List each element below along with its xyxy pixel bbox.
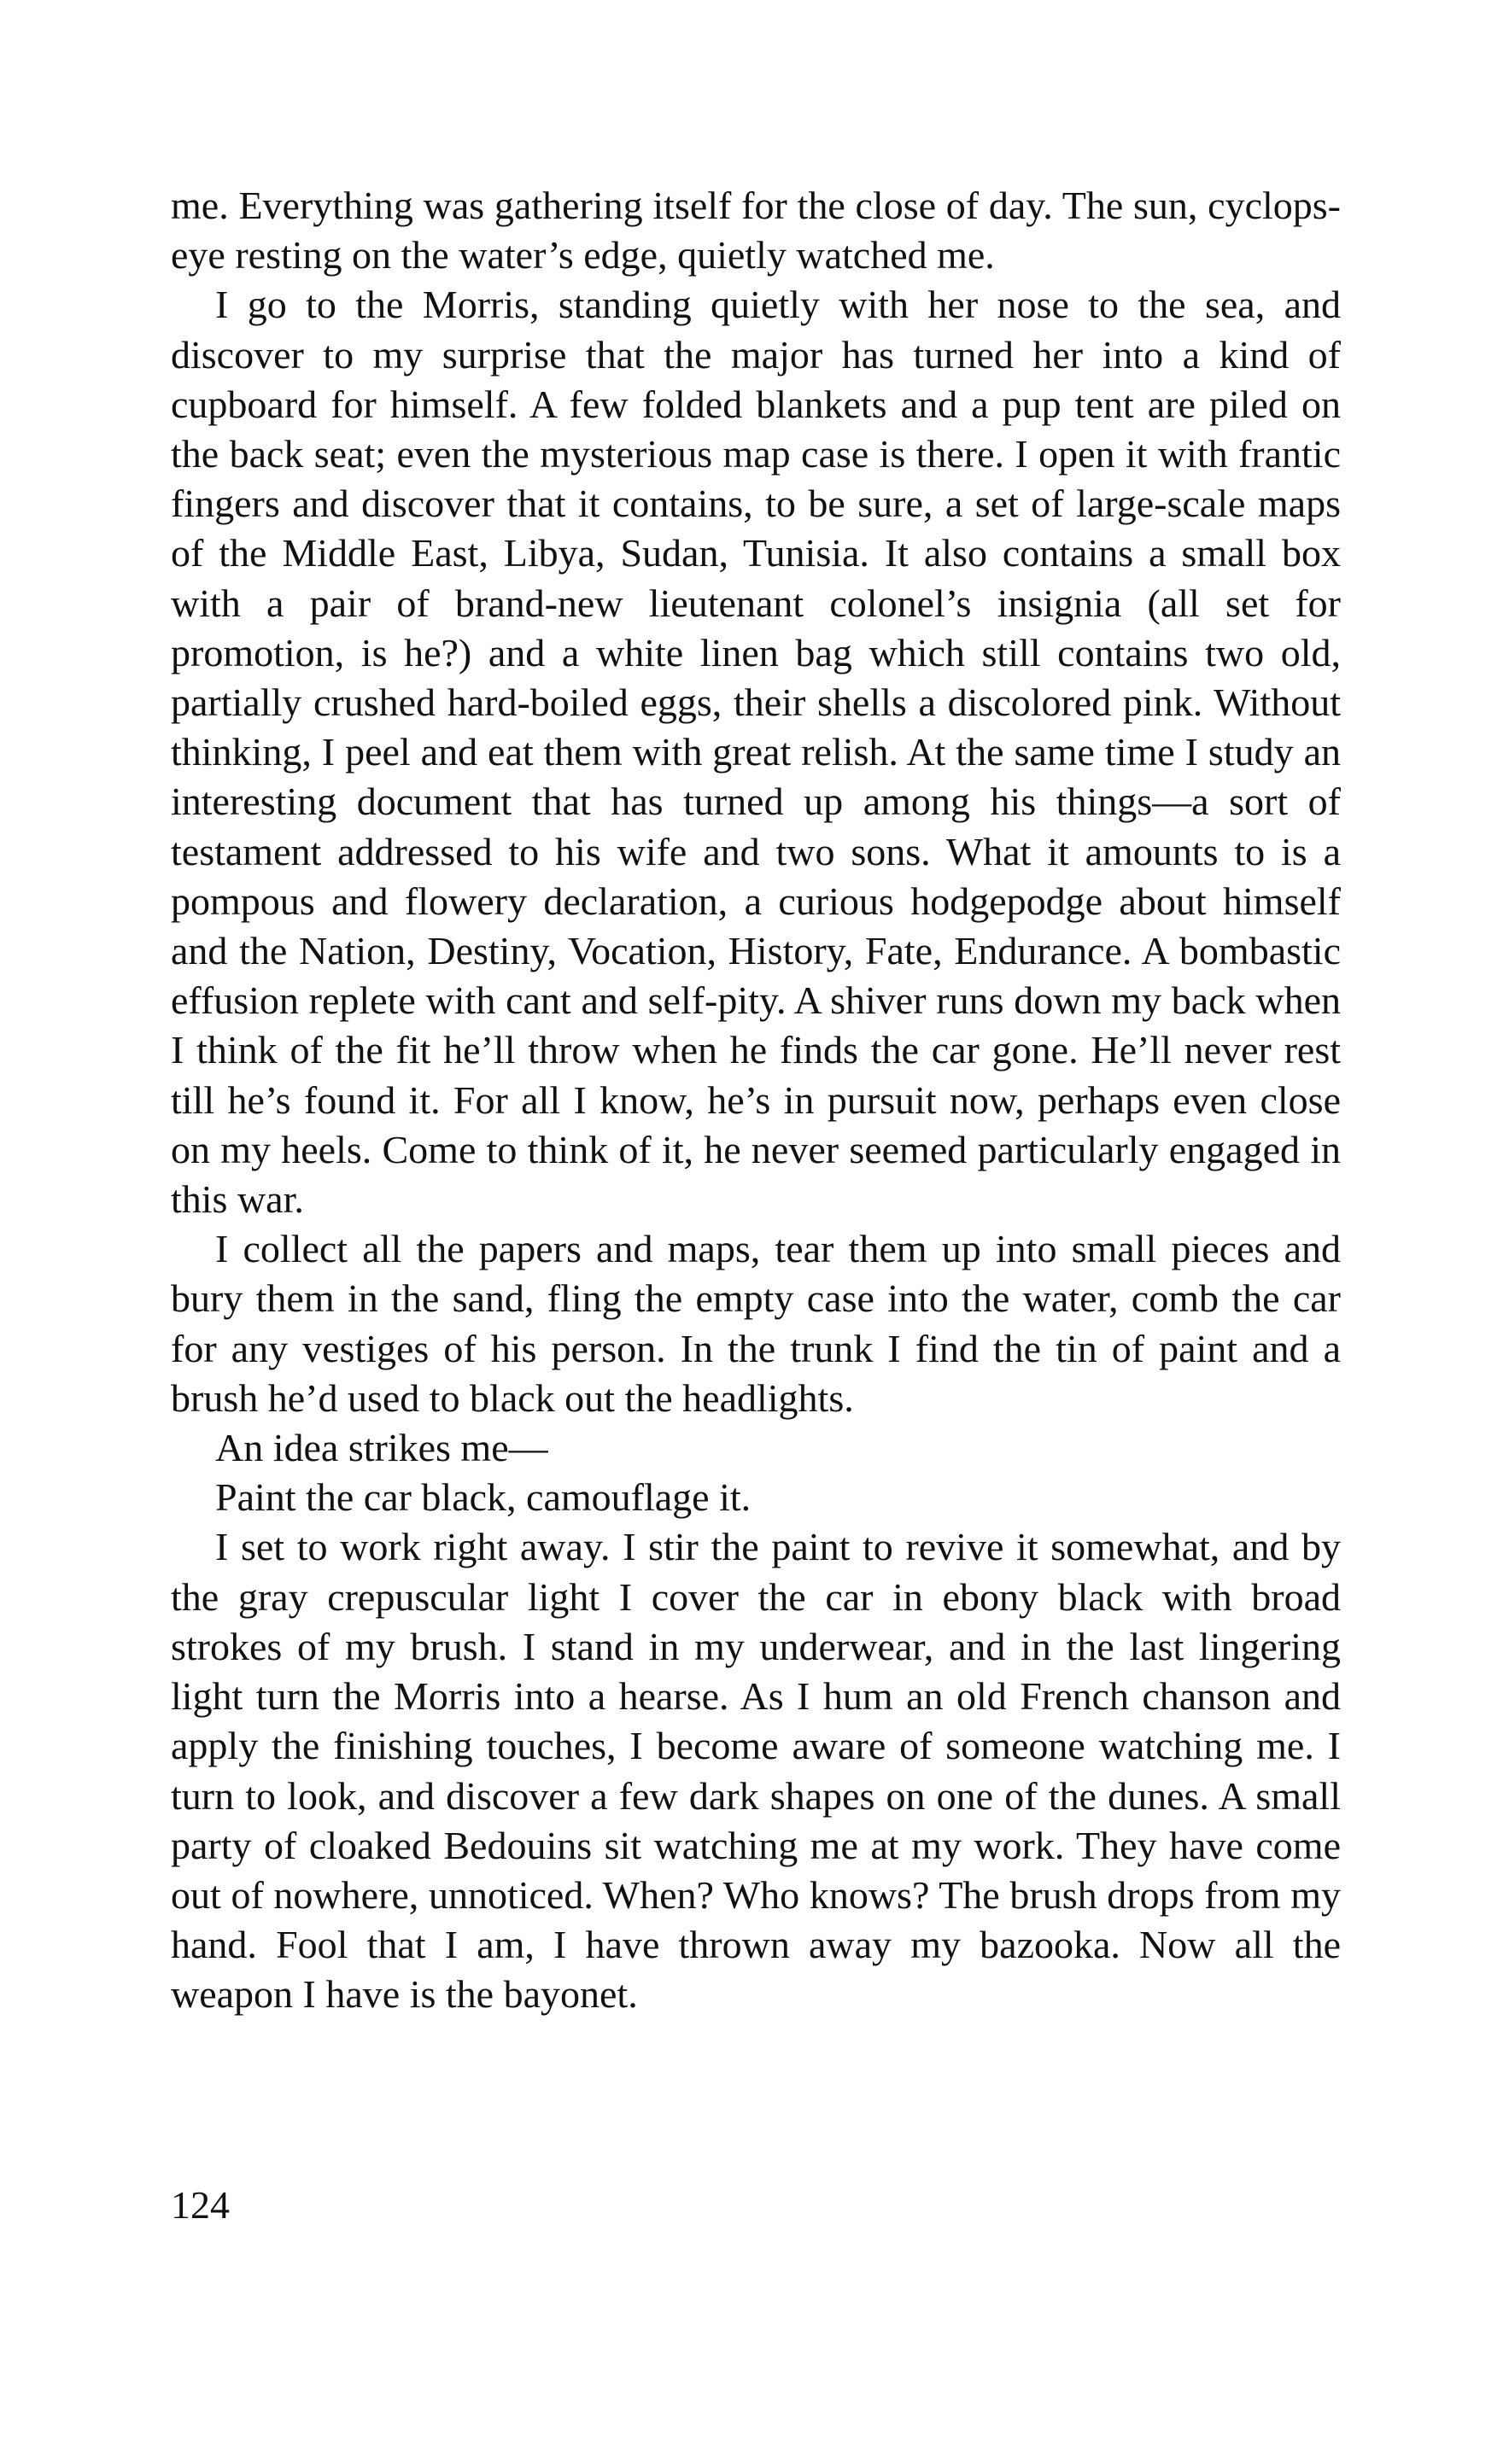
- paragraph-paint: Paint the car black, camouflage it.: [215, 1475, 752, 1520]
- paragraph-papers: I collect all the papers and maps, tear them up into small pieces and bury them in the sand, fling the empty case into the water, comb the car for any vestiges of his person. In the trunk I find the tin of paint and a brush he’d used to black out the headlights.: [171, 1227, 1341, 1420]
- paragraph-work: I set to work right away. I stir the paint to revive it somewhat, and by the gray crepuscular light I cover the car in ebony black with broad strokes of my brush. I stand in my underwear, and in the last lingering light turn the Morris into a hearse. As I hum an old French chanson and apply the finishing touches, I become aware of someone watching me. I turn to look, and discover a few dark shapes on one of the dunes. A small party of cloaked Bedouins sit watching me at my work. They have come out of nowhere, unnoticed. When? Who knows? The brush drops from my hand. Fool that I am, I have thrown away my bazooka. Now all the weapon I have is the bayonet.: [171, 1525, 1341, 2017]
- paragraph-morris: I go to the Morris, standing quietly with her nose to the sea, and discover to my surprise that the major has turned her into a kind of cupboard for himself. A few folded blankets and a pup tent are piled on the back seat; even the mysterious map case is there. I open it with frantic fingers and discover that it contains, to be sure, a set of large-scale maps of the Middle East, Libya, Sudan, Tunisia. It also contains a small box with a pair of brand-new lieutenant colonel’s insignia (all set for promotion, is he?) and a white linen bag which still contains two old, partially crushed hard-boiled eggs, their shells a discolored pink. Without thinking, I peel and eat them with great relish. At the same time I study an interesting document that has turned up among his things—a sort of testament addressed to his wife and two sons. What it amounts to is a pompous and flowery declaration, a curious hodgepodge about himself and the Nation, Destiny, Vocation, History, Fate, Endurance. A bombastic effusion replete with cant and self-pity. A shiver runs down my back when I think of the fit he’ll throw when he finds the car gone. He’ll never rest till he’s found it. For all I know, he’s in pursuit now, perhaps even close on my heels. Come to think of it, he never seemed particularly engaged in this war.: [171, 283, 1341, 1222]
- body-text: [171, 181, 1341, 2020]
- paragraph-continuation: me. Everything was gathering itself for the close of day. The sun, cyclops-eye resting on the water’s edge, quietly watched me.: [171, 184, 1341, 277]
- page-number: 124: [171, 2183, 230, 2227]
- paragraph-idea: An idea strikes me—: [215, 1426, 548, 1470]
